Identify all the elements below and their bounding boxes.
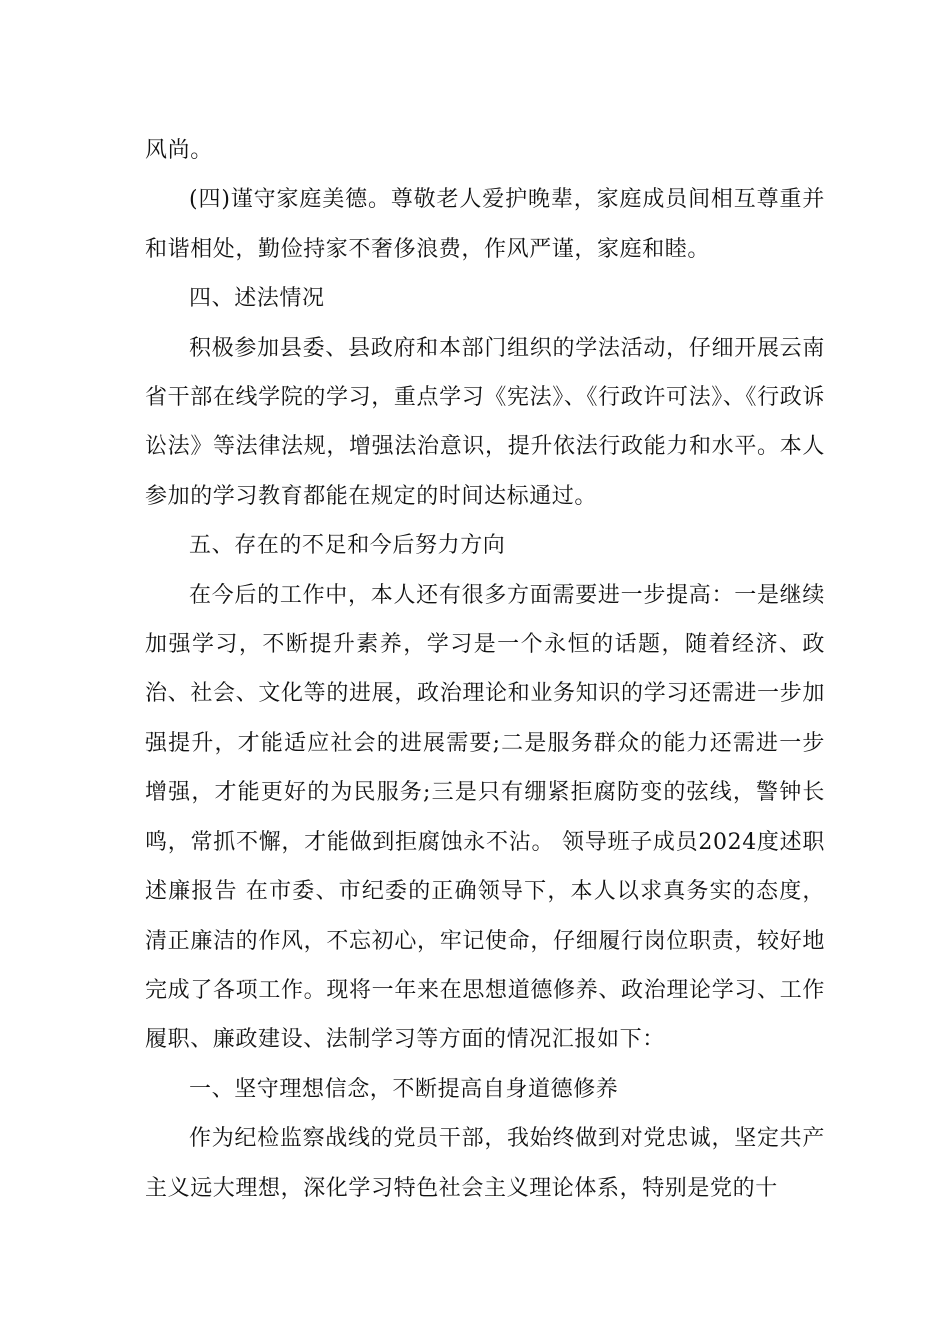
paragraph: 积极参加县委、县政府和本部门组织的学法活动，仔细开展云南省干部在线学院的学习，重点学习《宪法》、《行政许可法》、《行政诉讼法》等法律法规，增强法治意识，提升依法行政能力和水平。本人参加的学习教育都能在规定的时间达标通过。 (145, 335, 825, 509)
document-body (145, 126, 825, 1213)
section-heading: 一、坚守理想信念，不断提高自身道德修养 (189, 1076, 619, 1102)
paragraph: 在今后的工作中，本人还有很多方面需要进一步提高：一是继续加强学习，不断提升素养，学习是一个永恒的话题，随着经济、政治、社会、文化等的进展，政治理论和业务知识的学习还需进一步加强提升，才能适应社会的进展需要;二是服务群众的能力还需进一步增强，才能更好的为民服务;三是只有绷紧拒腐防变的弦线，警钟长鸣，常抓不懈，才能做到拒腐蚀永不沾。 领导班子成员2024度述职述廉报告 在市委、市纪委的正确领导下，本人以求真务实的态度，清正廉洁的作风，不忘初心，牢记使命，仔细履行岗位职责，较好地完成了各项工作。现将一年来在思想道德修养、政治理论学习、工作履职、廉政建设、法制学习等方面的情况汇报如下： (145, 582, 825, 1053)
paragraph: (四)谨守家庭美德。尊敬老人爱护晚辈，家庭成员间相互尊重并和谐相处，勤俭持家不奢侈浪费，作风严谨，家庭和睦。 (145, 187, 825, 262)
section-heading: 五、存在的不足和今后努力方向 (189, 533, 506, 559)
paragraph: 作为纪检监察战线的党员干部，我始终做到对党忠诚，坚定共产主义远大理想，深化学习特色社会主义理论体系，特别是党的十 (145, 1126, 825, 1201)
section-heading: 四、述法情况 (189, 286, 325, 312)
paragraph: 风尚。 (145, 138, 213, 163)
